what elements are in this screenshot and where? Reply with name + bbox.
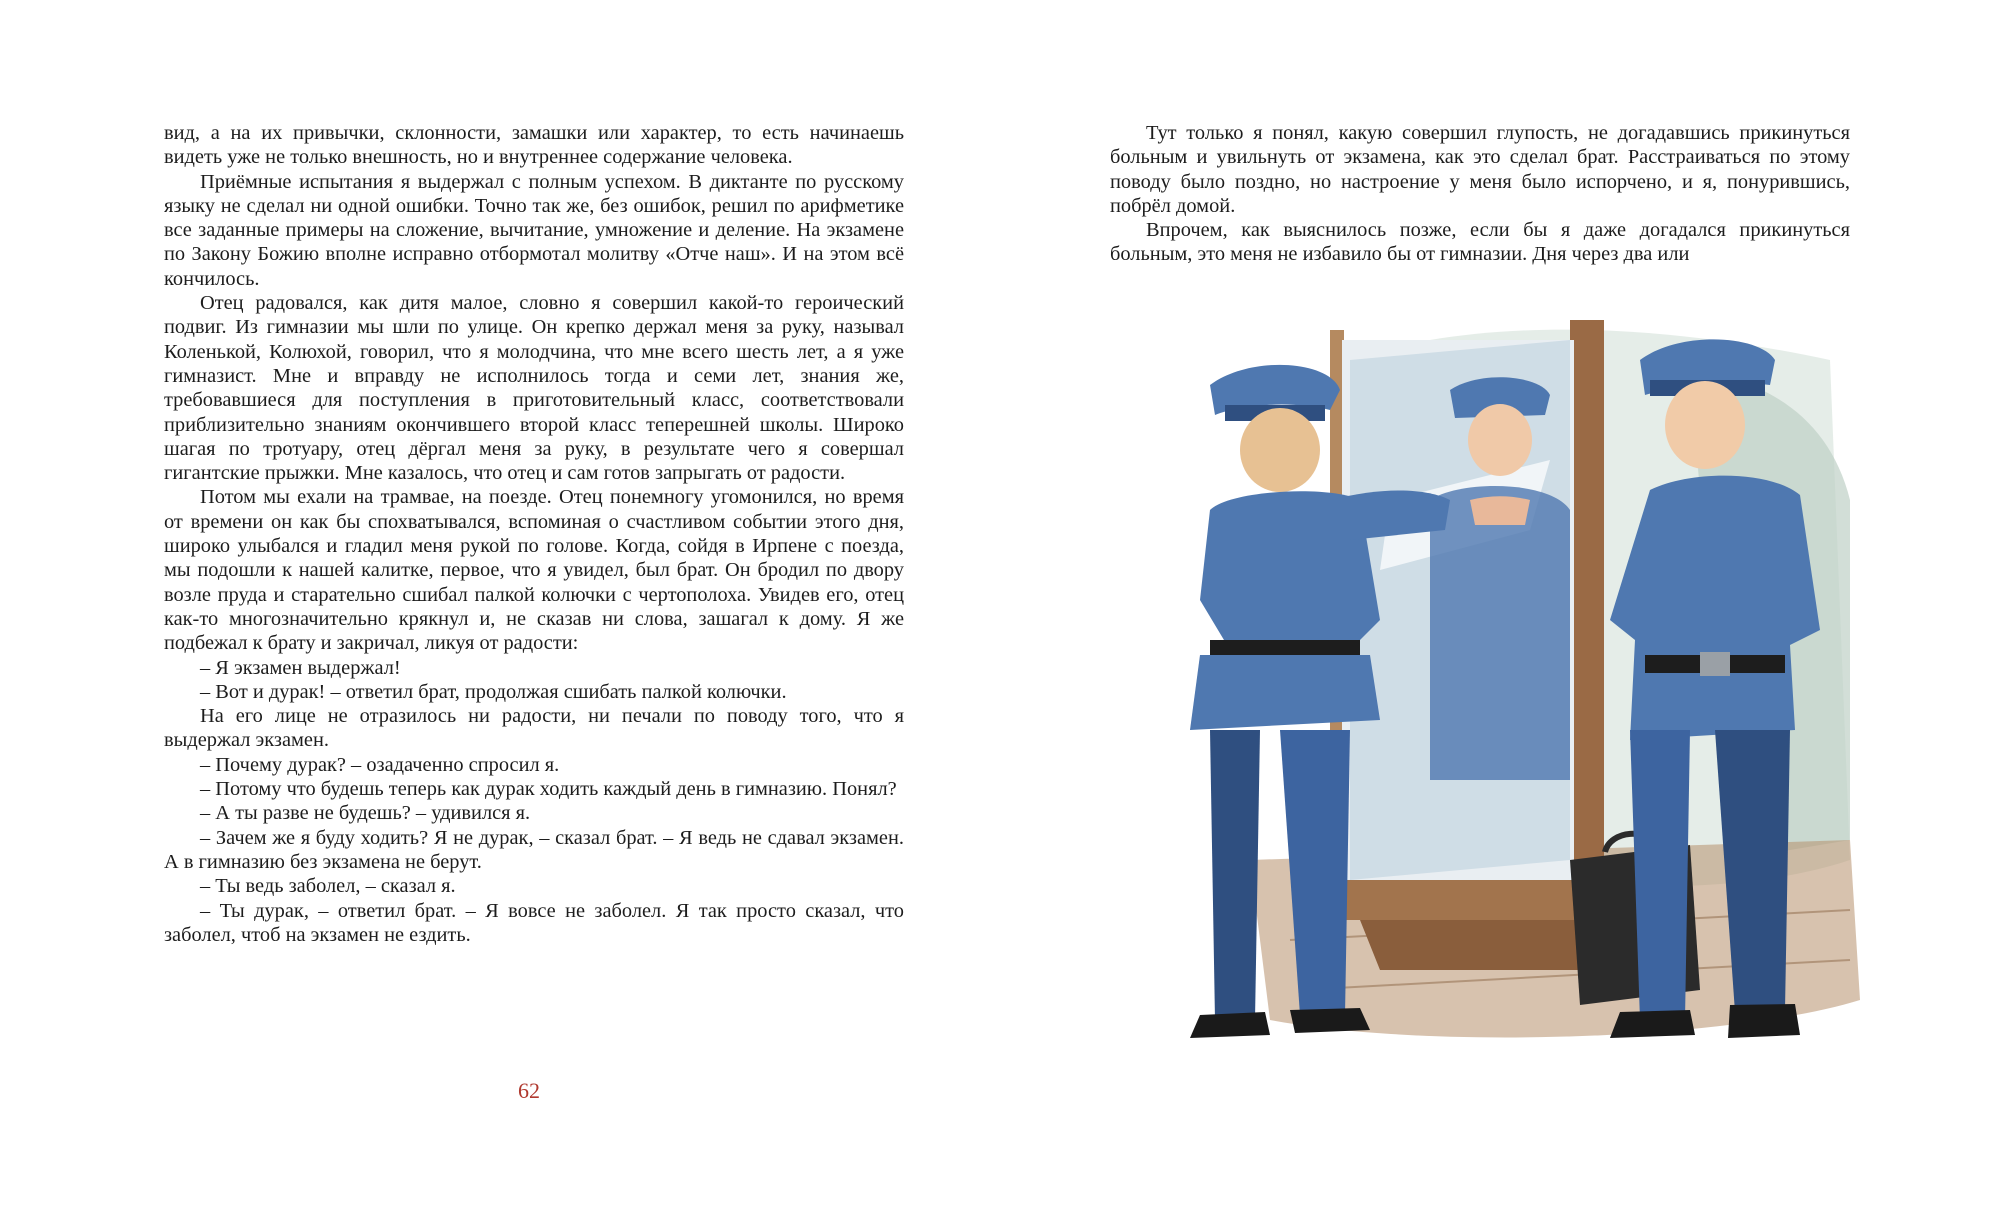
paragraph: Отец радовался, как дитя малое, словно я совершил какой-то героический подвиг. Из гимназии мы шли по улице. Он крепко держал меня за руку, называл Коленькой, Колюхой, говорил, что я молодчина, что мне всего шесть лет, а я уже гимназист. Мне и вправду не исполнилось тогда и семи лет, знания же, требовавшиеся для поступления в приготовительный класс, соответствовали приблизительно знаниям окончившего второй класс теперешней школы. Широко шагая по тротуару, отец дёргал меня за руку, в результате чего я совершал гигантские прыжки. Мне казалось, что отец и сам готов запрыгать от радости. bbox=[164, 292, 904, 485]
paragraph: Впрочем, как выяснилось позже, если бы я даже догадался прикинуться больным, это меня не избавило бы от гимназии. Дня через два или bbox=[1110, 219, 1850, 266]
dialogue-line: – Зачем же я буду ходить? Я не дурак, – сказал брат. – Я ведь не сдавал экзамен. А в гимназию без экзамена не берут. bbox=[164, 826, 904, 873]
dialogue-line: – Ты дурак, – ответил брат. – Я вовсе не заболел. Я так просто сказал, что заболел, чтоб на экзамен не ездить. bbox=[164, 899, 904, 946]
paragraph: Приёмные испытания я выдержал с полным успехом. В диктанте по русскому языку не сделал ни одной ошибки. Точно так же, без ошибок, решил по арифметике все заданные примеры на сложение, вычитание, умножение и деление. На экзамене по Закону Божию вполне исправно отбормотал молитву «Отче наш». И на этом всё кончилось. bbox=[164, 170, 904, 290]
right-page bbox=[1000, 0, 2000, 1213]
dialogue-line: – Я экзамен выдержал! bbox=[200, 656, 401, 679]
mirror bbox=[1330, 320, 1610, 970]
illustration-boys-at-mirror bbox=[1130, 300, 1870, 1060]
dialogue-line: – Потому что будешь теперь как дурак ходить каждый день в гимназию. Понял? bbox=[200, 778, 897, 801]
paragraph: вид, а на их привычки, склонности, замашки или характер, то есть начинаешь видеть уже не только внешность, но и внутреннее содержание человека. bbox=[164, 122, 904, 169]
paragraph: Тут только я понял, какую совершил глупость, не догадавшись прикинуться больным и увильнуть от экзамена, как это сделал брат. Расстраиваться по этому поводу было поздно, но настроение у меня было испорчено, и я, понурившись, побрёл домой. bbox=[1110, 122, 1850, 217]
dialogue-line: – Ты ведь заболел, – сказал я. bbox=[200, 875, 456, 898]
page-number: 62 bbox=[518, 1078, 540, 1103]
right-page-text bbox=[1110, 121, 1850, 267]
left-page-text bbox=[164, 121, 904, 947]
dialogue-line: – А ты разве не будешь? – удивился я. bbox=[200, 802, 531, 825]
dialogue-line: – Вот и дурак! – ответил брат, продолжая сшибать палкой колючки. bbox=[200, 680, 787, 703]
paragraph: Потом мы ехали на трамвае, на поезде. Отец понемногу угомонился, но время от времени он как бы спохватывался, вспоминая о счастливом событии этого дня, широко улыбался и гладил меня рукой по голове. Когда, сойдя в Ирпене с поезда, мы подошли к нашей калитке, первое, что я увидел, был брат. Он бродил по двору возле пруда и старательно сшибал палкой колючки с чертополоха. Увидев его, отец как-то многозначительно крякнул и, не сказав ни слова, зашагал к дому. Я же подбежал к брату и закричал, ликуя от радости: bbox=[164, 486, 904, 655]
paragraph: На его лице не отразилось ни радости, ни печали по поводу того, что я выдержал экзамен. bbox=[164, 705, 904, 752]
dialogue-line: – Почему дурак? – озадаченно спросил я. bbox=[200, 753, 560, 776]
